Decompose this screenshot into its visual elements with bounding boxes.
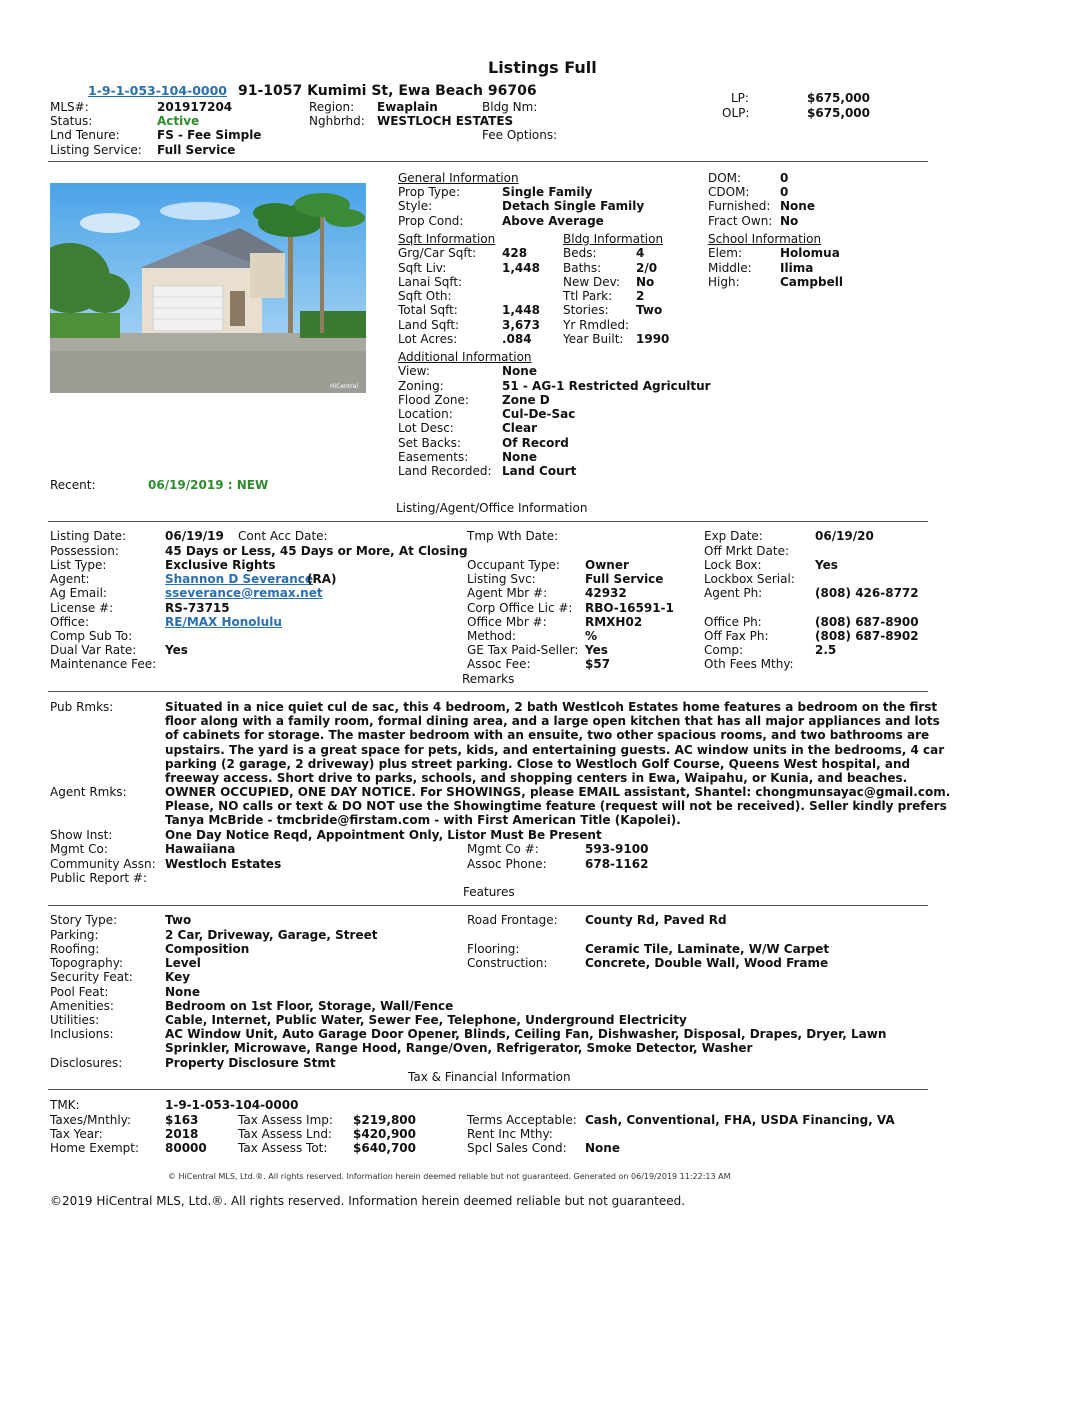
comp-value: 2.5	[815, 643, 837, 657]
off-fax-value: (808) 687-8902	[815, 629, 919, 643]
new-dev-label: New Dev:	[563, 275, 621, 289]
ttl-park-label: Ttl Park:	[563, 289, 613, 303]
lockbox-serial-label: Lockbox Serial:	[704, 572, 795, 586]
parking-value: 2 Car, Driveway, Garage, Street	[165, 928, 378, 942]
land-recorded-label: Land Recorded:	[398, 464, 492, 478]
license-label: License #:	[50, 601, 114, 615]
divider	[48, 905, 928, 906]
remark-line: floor along with a family room, formal dining area, and a large open kitchen that has all major appliances and lots	[165, 714, 940, 729]
prop-type-label: Prop Type:	[398, 185, 461, 199]
region-label: Region:	[309, 100, 355, 114]
lot-desc-label: Lot Desc:	[398, 421, 454, 435]
middle-label: Middle:	[708, 261, 752, 275]
cdom-value: 0	[780, 185, 789, 199]
new-dev-value: No	[636, 275, 655, 289]
agent-rmks-label: Agent Rmks:	[50, 785, 127, 799]
utilities-label: Utilities:	[50, 1013, 100, 1027]
exp-date-label: Exp Date:	[704, 529, 763, 543]
mgmt-co-value: Hawaiiana	[165, 842, 236, 856]
assess-imp-label: Tax Assess Imp:	[238, 1113, 333, 1127]
remark-line: of cabinets for storage. The master bedroom with an ensuite, two other spacious rooms, and two bathrooms are	[165, 728, 930, 743]
remarks-heading: Remarks	[462, 672, 515, 686]
land-recorded-value: Land Court	[502, 464, 577, 478]
assess-imp-value: $219,800	[353, 1113, 417, 1127]
agent-mbr-label: Agent Mbr #:	[467, 586, 548, 600]
set-backs-label: Set Backs:	[398, 436, 461, 450]
amenities-label: Amenities:	[50, 999, 114, 1013]
elem-label: Elem:	[708, 246, 743, 260]
olp-label: OLP:	[722, 106, 750, 120]
stories-label: Stories:	[563, 303, 609, 317]
mgmt-co-no-label: Mgmt Co #:	[467, 842, 539, 856]
assess-tot-label: Tax Assess Tot:	[238, 1141, 328, 1155]
public-report-label: Public Report #:	[50, 871, 148, 885]
agent-email-link[interactable]: sseverance@remax.net	[165, 586, 323, 600]
flooring-value: Ceramic Tile, Laminate, W/W Carpet	[585, 942, 830, 956]
olp-value: $675,000	[807, 106, 871, 120]
prop-type-value: Single Family	[502, 185, 593, 199]
inclusions-line: AC Window Unit, Auto Garage Door Opener, Blinds, Ceiling Fan, Dishwasher, Disposal, Drapes, Dryer, Lawn	[165, 1027, 887, 1041]
topography-value: Level	[165, 956, 201, 970]
ag-email-label: Ag Email:	[50, 586, 107, 600]
total-sqft-label: Total Sqft:	[398, 303, 458, 317]
land-sqft-value: 3,673	[502, 318, 540, 332]
agent-ph-value: (808) 426-8772	[815, 586, 919, 600]
comp-sub-label: Comp Sub To:	[50, 629, 133, 643]
disclosures-value: Property Disclosure Stmt	[165, 1056, 336, 1070]
remark-line: Please, NO calls or text & DO NOT use the Showingtime feature (request will not be received). Seller kindly prefers	[165, 799, 947, 814]
security-value: Key	[165, 970, 191, 984]
terms-value: Cash, Conventional, FHA, USDA Financing, VA	[585, 1113, 895, 1127]
service-value: Full Service	[157, 143, 236, 157]
home-exempt-label: Home Exempt:	[50, 1141, 140, 1155]
tax-year-value: 2018	[165, 1127, 199, 1141]
middle-value: Ilima	[780, 261, 814, 275]
region-value: Ewaplain	[377, 100, 438, 114]
lot-desc-value: Clear	[502, 421, 538, 435]
lanai-sqft-label: Lanai Sqft:	[398, 275, 463, 289]
topography-label: Topography:	[50, 956, 123, 970]
rent-inc-label: Rent Inc Mthy:	[467, 1127, 553, 1141]
cdom-label: CDOM:	[708, 185, 750, 199]
agent-ph-label: Agent Ph:	[704, 586, 763, 600]
flood-zone-label: Flood Zone:	[398, 393, 469, 407]
office-mbr-value: RMXH02	[585, 615, 643, 629]
agent-link[interactable]: Shannon D Severance	[165, 572, 314, 586]
off-mrkt-label: Off Mrkt Date:	[704, 544, 790, 558]
assoc-fee-value: $57	[585, 657, 611, 671]
zoning-value: 51 - AG-1 Restricted Agricultur	[502, 379, 711, 393]
sqft-info-heading: Sqft Information	[398, 232, 496, 246]
oth-fees-label: Oth Fees Mthy:	[704, 657, 794, 671]
story-type-value: Two	[165, 913, 192, 927]
easements-value: None	[502, 450, 537, 464]
corp-lic-label: Corp Office Lic #:	[467, 601, 573, 615]
cont-acc-label: Cont Acc Date:	[238, 529, 328, 543]
occupant-label: Occupant Type:	[467, 558, 560, 572]
beds-label: Beds:	[563, 246, 597, 260]
service-label: Listing Service:	[50, 143, 142, 157]
agent-suffix: (RA)	[307, 572, 337, 586]
tenure-label: Lnd Tenure:	[50, 128, 120, 142]
occupant-value: Owner	[585, 558, 629, 572]
bldg-name-label: Bldg Nm:	[482, 100, 538, 114]
easements-label: Easements:	[398, 450, 469, 464]
assoc-fee-label: Assoc Fee:	[467, 657, 531, 671]
features-heading: Features	[463, 885, 515, 899]
high-value: Campbell	[780, 275, 843, 289]
general-info-heading: General Information	[398, 171, 519, 185]
tmk-label: TMK:	[50, 1098, 80, 1112]
page-title: Listings Full	[488, 58, 597, 77]
location-label: Location:	[398, 407, 453, 421]
tax-year-label: Tax Year:	[50, 1127, 103, 1141]
pool-label: Pool Feat:	[50, 985, 109, 999]
generated-notice: © HiCentral MLS, Ltd.®. All rights reserved. Information herein deemed reliable but not guaranteed. Generated on 06/19/2019 11:22:13 AM	[168, 1172, 731, 1181]
corp-lic-value: RBO-16591-1	[585, 601, 674, 615]
listing-svc-label: Listing Svc:	[467, 572, 536, 586]
amenities-value: Bedroom on 1st Floor, Storage, Wall/Fence	[165, 999, 454, 1013]
office-label: Office:	[50, 615, 90, 629]
agent-mbr-value: 42932	[585, 586, 627, 600]
set-backs-value: Of Record	[502, 436, 569, 450]
bldg-info-heading: Bldg Information	[563, 232, 664, 246]
construction-label: Construction:	[467, 956, 548, 970]
road-frontage-value: County Rd, Paved Rd	[585, 913, 727, 927]
home-exempt-value: 80000	[165, 1141, 207, 1155]
remark-line: freeway access. Short drive to parks, schools, and shopping centers in Ewa, Waipahu, or Kunia, and beaches.	[165, 771, 908, 786]
dual-var-value: Yes	[165, 643, 188, 657]
divider	[48, 691, 928, 692]
maint-fee-label: Maintenance Fee:	[50, 657, 157, 671]
fract-own-label: Fract Own:	[708, 214, 773, 228]
remark-line: parking (2 garage, 2 driveway) plus street parking. Close to Westloch Golf Course, Queens West hospital, and	[165, 756, 911, 771]
assoc-phone-value: 678-1162	[585, 857, 649, 871]
dual-var-label: Dual Var Rate:	[50, 643, 137, 657]
divider	[48, 521, 928, 522]
divider	[48, 161, 928, 162]
land-sqft-label: Land Sqft:	[398, 318, 460, 332]
copyright-footer: ©2019 HiCentral MLS, Ltd.®. All rights reserved. Information herein deemed reliable but not guaranteed.	[50, 1194, 686, 1208]
utilities-value: Cable, Internet, Public Water, Sewer Fee, Telephone, Underground Electricity	[165, 1013, 687, 1027]
total-sqft-value: 1,448	[502, 303, 540, 317]
office-ph-label: Office Ph:	[704, 615, 762, 629]
style-label: Style:	[398, 199, 433, 213]
mls-label: MLS#:	[50, 100, 89, 114]
additional-info-heading: Additional Information	[398, 350, 532, 364]
show-inst-value: One Day Notice Reqd, Appointment Only, Listor Must Be Present	[165, 828, 602, 842]
inclusions-value	[165, 1027, 886, 1055]
yr-rmdled-label: Yr Rmdled:	[563, 318, 630, 332]
road-frontage-label: Road Frontage:	[467, 913, 558, 927]
office-mbr-label: Office Mbr #:	[467, 615, 547, 629]
remark-line: Situated in a nice quiet cul de sac, this 4 bedroom, 2 bath Westlcoh Estates home features a bedroom on the first	[165, 700, 938, 714]
prop-cond-value: Above Average	[502, 214, 604, 228]
fee-options-label: Fee Options:	[482, 128, 558, 142]
prop-cond-label: Prop Cond:	[398, 214, 464, 228]
community-value: Westloch Estates	[165, 857, 282, 871]
furnished-value: None	[780, 199, 815, 213]
view-label: View:	[398, 364, 430, 378]
remark-line: upstairs. The yard is a great space for pets, kids, and entertaining guests. AC window units in the bedrooms, 4 car	[165, 742, 945, 757]
agent-label: Agent:	[50, 572, 90, 586]
view-value: None	[502, 364, 537, 378]
lot-acres-value: .084	[502, 332, 532, 346]
method-label: Method:	[467, 629, 517, 643]
remark-line: Tanya McBride - tmcbride@firstam.com - with First American Title (Kapolei).	[165, 813, 681, 828]
listing-svc-value: Full Service	[585, 572, 664, 586]
office-ph-value: (808) 687-8900	[815, 615, 919, 629]
pool-value: None	[165, 985, 200, 999]
lot-acres-label: Lot Acres:	[398, 332, 458, 346]
office-link[interactable]: RE/MAX Honolulu	[165, 615, 282, 629]
off-fax-label: Off Fax Ph:	[704, 629, 769, 643]
location-value: Cul-De-Sac	[502, 407, 576, 421]
nghbrhd-value: WESTLOCH ESTATES	[377, 114, 514, 128]
grg-sqft-value: 428	[502, 246, 528, 260]
public-remarks	[165, 700, 944, 785]
baths-value: 2/0	[636, 261, 658, 275]
tax-heading: Tax & Financial Information	[408, 1070, 571, 1084]
assoc-phone-label: Assoc Phone:	[467, 857, 547, 871]
agent-remarks	[165, 785, 950, 828]
method-value: %	[585, 629, 598, 643]
high-label: High:	[708, 275, 740, 289]
stories-value: Two	[636, 303, 663, 317]
roofing-label: Roofing:	[50, 942, 100, 956]
exp-date-value: 06/19/20	[815, 529, 874, 543]
parking-label: Parking:	[50, 928, 99, 942]
tmp-wth-label: Tmp Wth Date:	[467, 529, 559, 543]
listing-date-value: 06/19/19	[165, 529, 224, 543]
assess-tot-value: $640,700	[353, 1141, 417, 1155]
pub-rmks-label: Pub Rmks:	[50, 700, 114, 714]
dom-label: DOM:	[708, 171, 742, 185]
flooring-label: Flooring:	[467, 942, 520, 956]
sqft-liv-value: 1,448	[502, 261, 540, 275]
taxes-label: Taxes/Mnthly:	[50, 1113, 131, 1127]
mls-number: 201917204	[157, 100, 233, 114]
inclusions-label: Inclusions:	[50, 1027, 114, 1041]
nghbrhd-label: Nghbrhd:	[309, 114, 365, 128]
lockbox-label: Lock Box:	[704, 558, 762, 572]
property-address: 91-1057 Kumimi St, Ewa Beach 96706	[238, 83, 537, 99]
construction-value: Concrete, Double Wall, Wood Frame	[585, 956, 829, 970]
tmk-value: 1-9-1-053-104-0000	[165, 1098, 299, 1112]
fract-own-value: No	[780, 214, 799, 228]
list-type-label: List Type:	[50, 558, 107, 572]
sqft-oth-label: Sqft Oth:	[398, 289, 452, 303]
dom-value: 0	[780, 171, 789, 185]
tenure-value: FS - Fee Simple	[157, 128, 262, 142]
status-value: Active	[157, 114, 200, 128]
roofing-value: Composition	[165, 942, 250, 956]
story-type-label: Story Type:	[50, 913, 118, 927]
sqft-liv-label: Sqft Liv:	[398, 261, 447, 275]
grg-sqft-label: Grg/Car Sqft:	[398, 246, 477, 260]
flood-zone-value: Zone D	[502, 393, 550, 407]
possession-value: 45 Days or Less, 45 Days or More, At Closing	[165, 544, 468, 558]
mgmt-co-no-value: 593-9100	[585, 842, 649, 856]
security-label: Security Feat:	[50, 970, 133, 984]
remark-line: OWNER OCCUPIED, ONE DAY NOTICE. For SHOWINGS, please EMAIL assistant, Shantel: chongmunsayac@gmail.com.	[165, 785, 951, 799]
mgmt-co-label: Mgmt Co:	[50, 842, 108, 856]
school-info-heading: School Information	[708, 232, 822, 246]
agent-section-heading: Listing/Agent/Office Information	[396, 501, 588, 515]
lockbox-value: Yes	[815, 558, 838, 572]
ge-tax-value: Yes	[585, 643, 608, 657]
year-built-label: Year Built:	[563, 332, 624, 346]
disclosures-label: Disclosures:	[50, 1056, 123, 1070]
zoning-label: Zoning:	[398, 379, 444, 393]
spcl-sales-value: None	[585, 1141, 620, 1155]
recent-value: 06/19/2019 : NEW	[148, 478, 269, 492]
tmk-link[interactable]: 1-9-1-053-104-0000	[88, 83, 228, 98]
listing-date-label: Listing Date:	[50, 529, 127, 543]
beds-value: 4	[636, 246, 645, 260]
photo-watermark: HiCentral	[330, 383, 359, 390]
possession-label: Possession:	[50, 544, 119, 558]
style-value: Detach Single Family	[502, 199, 645, 213]
baths-label: Baths:	[563, 261, 602, 275]
furnished-label: Furnished:	[708, 199, 771, 213]
lp-label: LP:	[731, 91, 749, 105]
community-label: Community Assn:	[50, 857, 156, 871]
comp-label: Comp:	[704, 643, 744, 657]
show-inst-label: Show Inst:	[50, 828, 113, 842]
ge-tax-label: GE Tax Paid-Seller:	[467, 643, 579, 657]
assess-lnd-value: $420,900	[353, 1127, 417, 1141]
list-type-value: Exclusive Rights	[165, 558, 276, 572]
property-photo	[50, 183, 366, 393]
assess-lnd-label: Tax Assess Lnd:	[238, 1127, 332, 1141]
recent-label: Recent:	[50, 478, 96, 492]
license-value: RS-73715	[165, 601, 230, 615]
inclusions-line: Sprinkler, Microwave, Range Hood, Range/Oven, Refrigerator, Smoke Detector, Washer	[165, 1041, 753, 1056]
status-label: Status:	[50, 114, 93, 128]
divider	[48, 1089, 928, 1090]
elem-value: Holomua	[780, 246, 840, 260]
taxes-value: $163	[165, 1113, 199, 1127]
lp-value: $675,000	[807, 91, 871, 105]
spcl-sales-label: Spcl Sales Cond:	[467, 1141, 567, 1155]
ttl-park-value: 2	[636, 289, 645, 303]
terms-label: Terms Acceptable:	[467, 1113, 577, 1127]
year-built-value: 1990	[636, 332, 670, 346]
